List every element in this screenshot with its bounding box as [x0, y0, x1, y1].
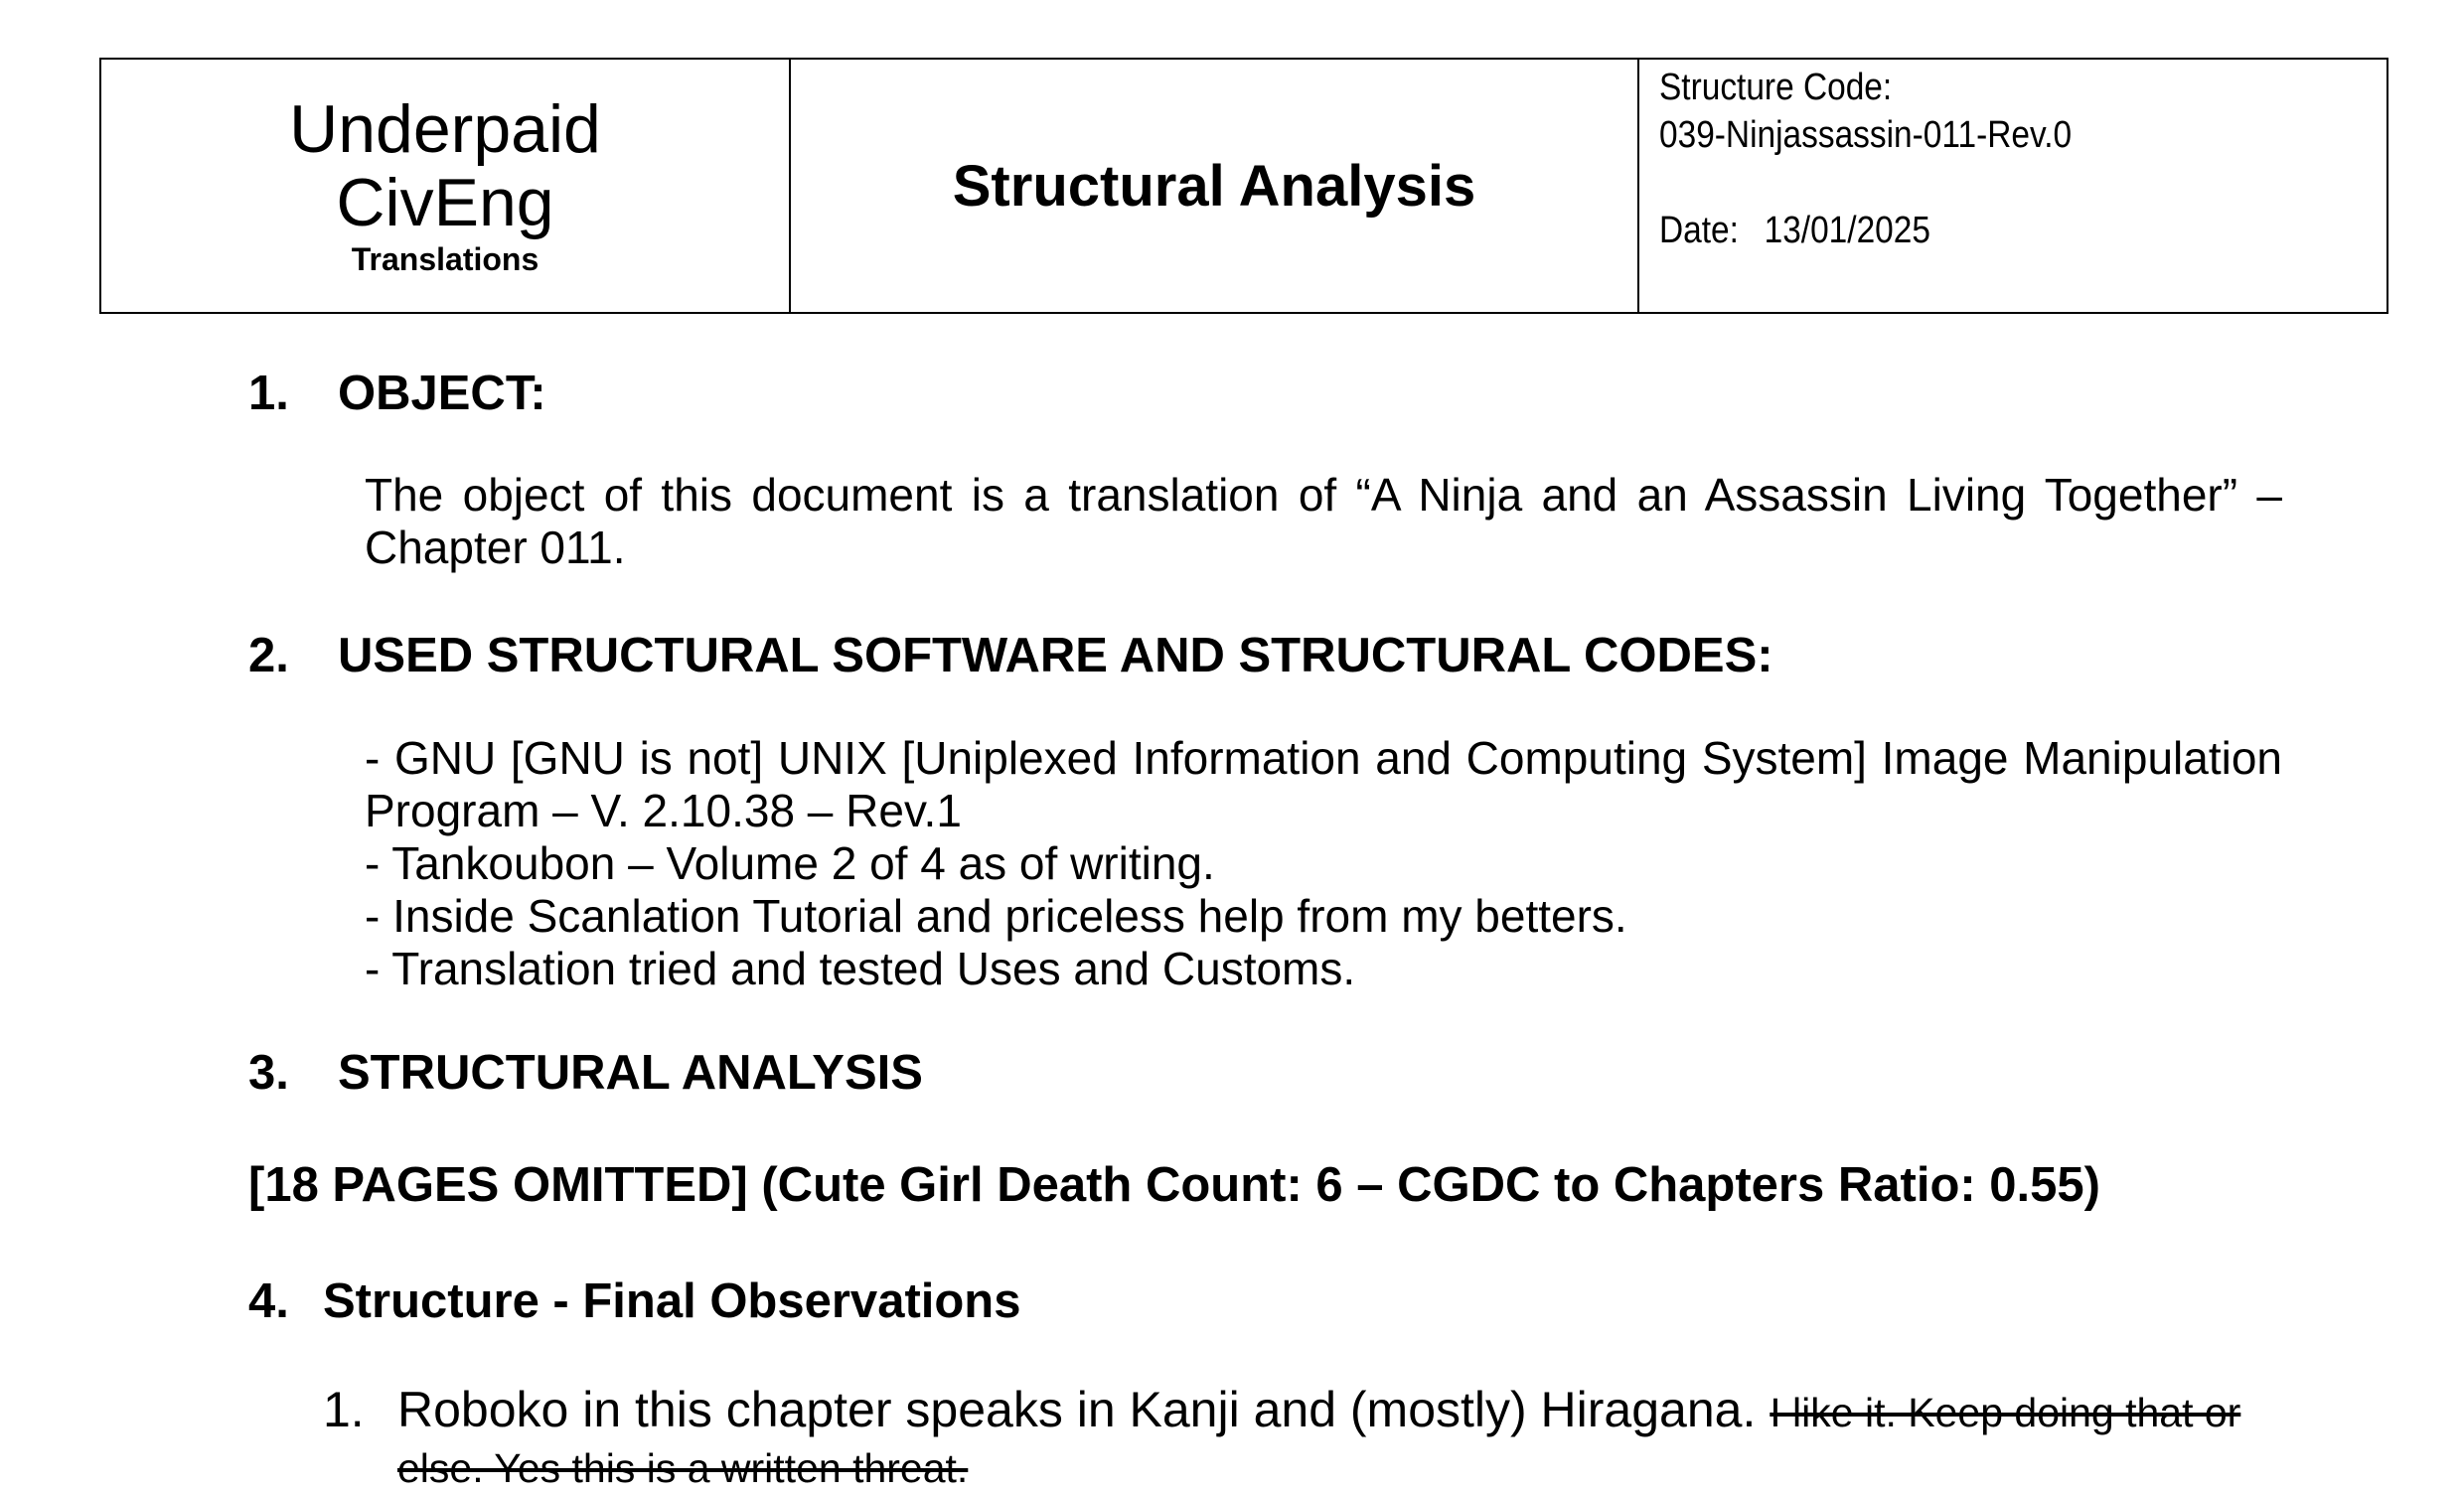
list-line: Program – V. 2.10.38 – Rev.1	[365, 785, 962, 836]
section-number: 2.	[248, 629, 289, 682]
section-title: USED STRUCTURAL SOFTWARE AND STRUCTURAL CODES:	[338, 629, 1773, 682]
title-block	[790, 59, 1638, 313]
date-value: 13/01/2025	[1764, 210, 1930, 251]
document-title: Structural Analysis	[952, 153, 1476, 219]
section-1-heading	[248, 366, 546, 421]
list-line: - GNU [GNU is not] UNIX [Uniplexed Information and Computing System] Image Manipulation	[365, 732, 2282, 784]
date-label: Date:	[1659, 210, 1739, 251]
struck-text-continued: else. Yes this is a written threat.	[397, 1445, 969, 1491]
paragraph-line: The object of this document is a translation of “A Ninja and an Assassin Living Together” –	[365, 469, 2282, 521]
section-number: 4.	[248, 1274, 289, 1328]
meta-block	[1638, 59, 2387, 313]
list-line: - Tankoubon – Volume 2 of 4 as of writing.	[365, 837, 1215, 889]
observation-text-block	[397, 1384, 2290, 1495]
section-title: Structure - Final Observations	[323, 1274, 1021, 1328]
omitted-pages-note: [18 PAGES OMITTED] (Cute Girl Death Count: 6 – CGDC to Chapters Ratio: 0.55)	[248, 1158, 2100, 1212]
section-1-body	[365, 469, 2282, 574]
section-2-body	[365, 732, 2282, 995]
section-number: 1.	[248, 367, 289, 420]
company-name-line2: CivEng	[336, 165, 554, 240]
observation-text: Roboko in this chapter speaks in Kanji and (mostly) Hiragana.	[397, 1382, 1757, 1437]
structure-code-value: 039-Ninjassassin-011-Rev.0	[1659, 114, 2073, 156]
section-2-heading	[248, 628, 1773, 683]
struck-text: I like it. Keep doing that or	[1770, 1390, 2241, 1435]
section-title: OBJECT:	[338, 367, 546, 420]
structure-code-label: Structure Code:	[1659, 67, 1893, 108]
company-name-line1: Underpaid	[289, 91, 601, 167]
list-line: - Translation tried and tested Uses and Customs.	[365, 943, 1356, 994]
list-line: - Inside Scanlation Tutorial and priceless help from my betters.	[365, 890, 1627, 942]
date-row	[1659, 207, 2299, 254]
section-4-heading	[248, 1273, 1021, 1329]
observations-list	[323, 1384, 2290, 1495]
observation-number: 1.	[323, 1382, 365, 1437]
paragraph-line: Chapter 011.	[365, 522, 626, 573]
document-header	[99, 58, 2388, 314]
list-item	[323, 1384, 2290, 1495]
section-number: 3.	[248, 1046, 289, 1100]
section-title: STRUCTURAL ANALYSIS	[338, 1046, 923, 1100]
company-subtitle: Translations	[351, 241, 539, 277]
company-block	[100, 59, 790, 313]
section-3-heading	[248, 1045, 923, 1101]
